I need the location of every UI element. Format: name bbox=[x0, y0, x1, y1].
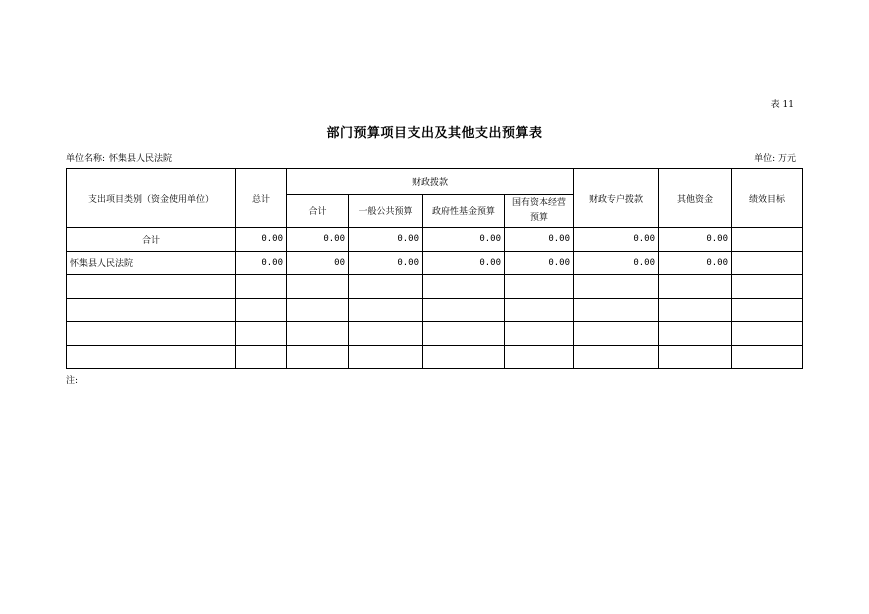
empty-cell bbox=[423, 345, 505, 368]
cell-perf bbox=[732, 228, 803, 251]
header-fiscal-total: 合计 bbox=[287, 194, 349, 228]
empty-cell bbox=[349, 345, 423, 368]
header-fiscal: 财政拨款 bbox=[287, 169, 574, 195]
cell-gov-fund: 0.00 bbox=[423, 228, 505, 251]
unit-name bbox=[66, 151, 172, 164]
table-row bbox=[67, 228, 803, 251]
empty-cell bbox=[505, 298, 574, 321]
cell-special: 0.00 bbox=[574, 228, 659, 251]
cell-fiscal-total: 00 bbox=[287, 251, 349, 274]
empty-cell bbox=[287, 322, 349, 345]
cell-total: 0.00 bbox=[236, 251, 287, 274]
empty-cell bbox=[732, 345, 803, 368]
cell-general: 0.00 bbox=[349, 251, 423, 274]
empty-cell bbox=[236, 345, 287, 368]
empty-cell bbox=[236, 275, 287, 298]
empty-cell bbox=[659, 322, 732, 345]
empty-cell bbox=[287, 275, 349, 298]
empty-row bbox=[67, 345, 803, 368]
header-total: 总计 bbox=[236, 169, 287, 228]
empty-cell bbox=[732, 275, 803, 298]
header-performance: 绩效目标 bbox=[732, 169, 803, 228]
empty-cell bbox=[236, 322, 287, 345]
unit-name-label: 单位名称: bbox=[66, 154, 106, 164]
empty-cell bbox=[349, 322, 423, 345]
empty-cell bbox=[349, 275, 423, 298]
unit-name-value: 怀集县人民法院 bbox=[109, 154, 173, 164]
empty-cell bbox=[236, 298, 287, 321]
note-label: 注: bbox=[66, 376, 79, 386]
empty-cell bbox=[732, 298, 803, 321]
header-special-fund: 财政专户拨款 bbox=[574, 169, 659, 228]
empty-cell bbox=[287, 298, 349, 321]
cell-fiscal-total: 0.00 bbox=[287, 228, 349, 251]
header-general-budget: 一般公共预算 bbox=[349, 194, 423, 228]
empty-row bbox=[67, 298, 803, 321]
empty-cell bbox=[423, 275, 505, 298]
empty-row bbox=[67, 322, 803, 345]
budget-table bbox=[66, 168, 803, 369]
empty-cell bbox=[659, 345, 732, 368]
header-gov-fund: 政府性基金预算 bbox=[423, 194, 505, 228]
empty-cell bbox=[67, 298, 236, 321]
cell-special: 0.00 bbox=[574, 251, 659, 274]
empty-cell bbox=[287, 345, 349, 368]
cell-total: 0.00 bbox=[236, 228, 287, 251]
page-title: 部门预算项目支出及其他支出预算表 bbox=[326, 126, 543, 141]
cell-state-capital: 0.00 bbox=[505, 228, 574, 251]
cell-gov-fund: 0.00 bbox=[423, 251, 505, 274]
cell-general: 0.00 bbox=[349, 228, 423, 251]
empty-cell bbox=[574, 345, 659, 368]
empty-cell bbox=[505, 322, 574, 345]
empty-cell bbox=[574, 275, 659, 298]
cell-perf bbox=[732, 251, 803, 274]
empty-cell bbox=[505, 345, 574, 368]
empty-cell bbox=[659, 298, 732, 321]
empty-cell bbox=[574, 298, 659, 321]
header-row-1 bbox=[67, 169, 803, 195]
empty-cell bbox=[505, 275, 574, 298]
cell-state-capital: 0.00 bbox=[505, 251, 574, 274]
empty-cell bbox=[67, 322, 236, 345]
empty-cell bbox=[423, 322, 505, 345]
row-name: 合计 bbox=[67, 228, 236, 251]
header-other-fund: 其他资金 bbox=[659, 169, 732, 228]
cell-other: 0.00 bbox=[659, 251, 732, 274]
empty-cell bbox=[732, 322, 803, 345]
table-row bbox=[67, 251, 803, 274]
empty-cell bbox=[67, 275, 236, 298]
header-category: 支出项目类别（资金使用单位） bbox=[67, 169, 236, 228]
row-name: 怀集县人民法院 bbox=[67, 251, 236, 274]
header-state-capital: 国有资本经营预算 bbox=[505, 194, 574, 228]
currency-unit: 单位: 万元 bbox=[754, 154, 796, 164]
empty-cell bbox=[659, 275, 732, 298]
empty-cell bbox=[67, 345, 236, 368]
empty-cell bbox=[574, 322, 659, 345]
table-number: 表 11 bbox=[770, 100, 794, 110]
cell-other: 0.00 bbox=[659, 228, 732, 251]
empty-row bbox=[67, 275, 803, 298]
empty-cell bbox=[349, 298, 423, 321]
empty-cell bbox=[423, 298, 505, 321]
